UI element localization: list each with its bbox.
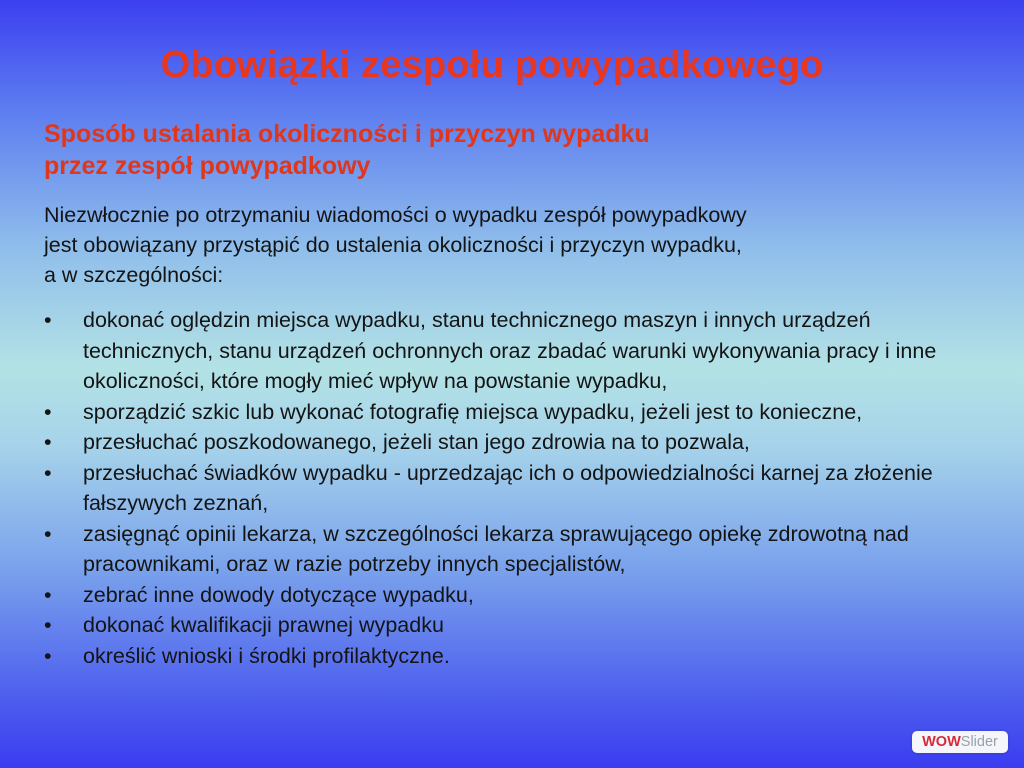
- list-item-text: określić wnioski i środki profilaktyczne.: [83, 643, 450, 668]
- list-item-text: dokonać kwalifikacji prawnej wypadku: [83, 613, 444, 637]
- intro-line: a w szczególności:: [44, 263, 224, 287]
- bullet-icon: •: [44, 521, 52, 546]
- subtitle-line: przez zespół powypadkowy: [44, 152, 371, 180]
- bullet-icon: •: [44, 399, 52, 424]
- list-item-text: zasięgnąć opinii lekarza, w szczególności lekarza sprawującego opiekę zdrowotną nad pracownikami, oraz w razie potrzeby innych specjalistów,: [83, 521, 909, 576]
- bullet-icon: •: [44, 582, 52, 607]
- badge-wow-text: WOW: [922, 734, 961, 750]
- bullet-icon: •: [44, 460, 52, 485]
- intro-paragraph: [44, 200, 944, 290]
- badge-slider-text: Slider: [960, 734, 998, 750]
- duties-list: [44, 305, 974, 671]
- list-item: [44, 580, 974, 611]
- list-item: [44, 397, 974, 428]
- subtitle-line: Sposób ustalania okoliczności i przyczyn wypadku: [44, 120, 650, 148]
- list-item: [44, 305, 974, 397]
- list-item-text: dokonać oględzin miejsca wypadku, stanu technicznego maszyn i innych urządzeń technicznych, stanu urządzeń ochronnych oraz zbadać warunki wykonywania pracy i inne okoliczności, które mogły mieć wpływ na powstanie wypadku,: [83, 308, 937, 393]
- bullet-icon: •: [44, 430, 52, 454]
- list-item-text: przesłuchać poszkodowanego, jeżeli stan jego zdrowia na to pozwala,: [83, 430, 750, 454]
- slide-subtitle: [44, 118, 804, 182]
- list-item: [44, 519, 974, 580]
- bullet-icon: •: [44, 613, 52, 637]
- wowslider-badge[interactable]: [912, 731, 1008, 753]
- list-item-text: sporządzić szkic lub wykonać fotografię miejsca wypadku, jeżeli jest to konieczne,: [83, 399, 863, 424]
- list-item: [44, 427, 974, 458]
- intro-line: Niezwłocznie po otrzymaniu wiadomości o wypadku zespół powypadkowy: [44, 203, 747, 227]
- list-item: [44, 641, 974, 672]
- bullet-icon: •: [44, 308, 52, 332]
- list-item-text: zebrać inne dowody dotyczące wypadku,: [83, 582, 474, 607]
- bullet-icon: •: [44, 643, 52, 668]
- list-item: [44, 458, 974, 519]
- list-item: [44, 610, 974, 641]
- slide-title: Obowiązki zespołu powypadkowego: [160, 44, 824, 86]
- list-item-text: przesłuchać świadków wypadku - uprzedzając ich o odpowiedzialności karnej za złożenie fałszywych zeznań,: [83, 460, 933, 515]
- intro-line: jest obowiązany przystąpić do ustalenia okoliczności i przyczyn wypadku,: [44, 233, 742, 257]
